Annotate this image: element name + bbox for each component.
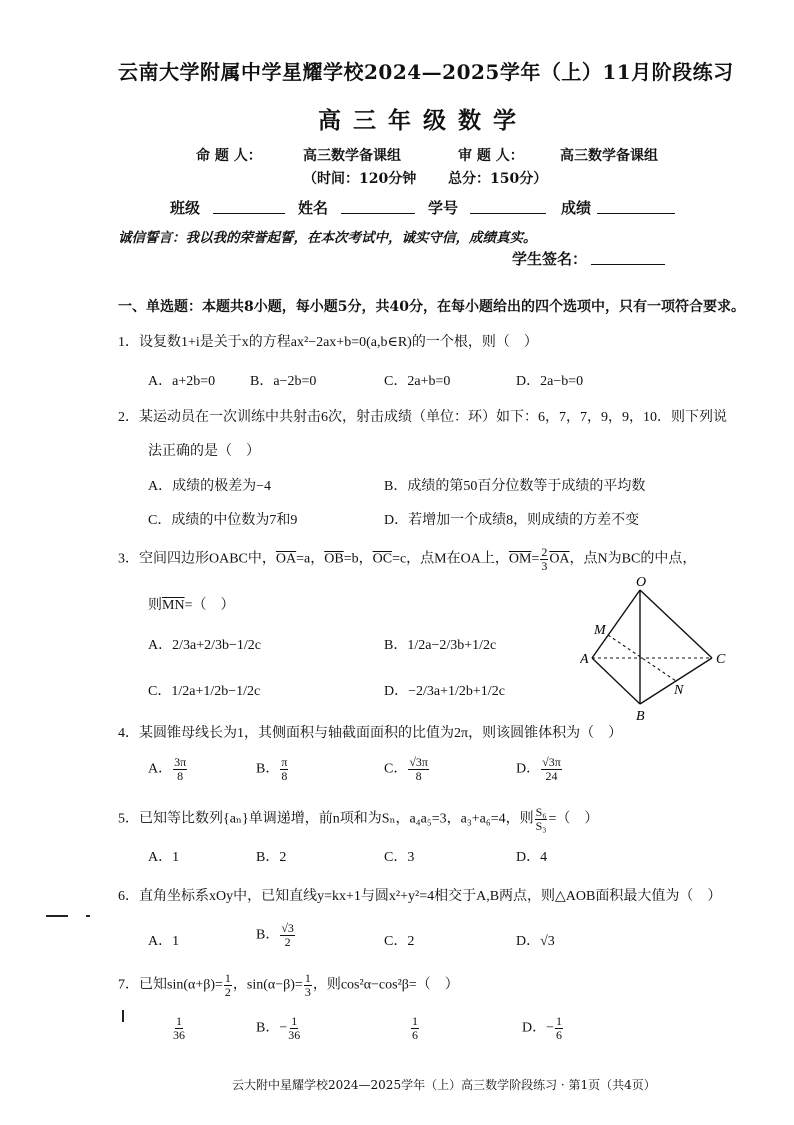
q4-option-b: B． $\frac{\pi}{8}$ bbox=[256, 755, 288, 783]
q5-stem: 5．已知等比数列{aₙ}单调递增，前n项和为Sₙ，a₄a₅=3，a₃+a₆=4，则 $\frac{\text{S₆}}{\text{S₃}}$ =（ ） bbox=[118, 805, 599, 833]
q3-option-b: B．1/2a−2/3b+1/2c bbox=[384, 638, 497, 653]
q7-option-d: D．− $\frac{1}{6}$ bbox=[522, 1014, 563, 1042]
q1-option-b: B．a−2b=0 bbox=[250, 374, 317, 389]
scan-mark bbox=[46, 915, 68, 917]
q3-option-c: C．1/2a+1/2b−1/2c bbox=[148, 684, 261, 699]
student-id-label: 学号 bbox=[428, 199, 459, 217]
q2-option-d: D．若增加一个成绩8，则成绩的方差不变 bbox=[384, 513, 640, 528]
q6-option-c: C．2 bbox=[384, 934, 415, 949]
q1-option-c: C．2a+b=0 bbox=[384, 374, 451, 389]
q2-stem-line1: 2．某运动员在一次训练中共射击6次，射击成绩（单位：环）如下：6，7，7，9，9，10．则下列说 bbox=[118, 410, 727, 425]
q3-eq-b: =b， bbox=[343, 551, 373, 567]
q7-option-c: $\frac{1}{6}$ bbox=[412, 1014, 418, 1042]
reviewer-label: 审 题 人： bbox=[458, 148, 524, 164]
score-info: 总分：150分） bbox=[448, 171, 548, 187]
q5-option-d: D．4 bbox=[516, 850, 548, 865]
q3-stem-start: 3．空间四边形OABC中， bbox=[118, 551, 276, 567]
q7-option-b: B．− $\frac{1}{36}$ bbox=[256, 1014, 301, 1042]
q1-stem: 1．设复数1+i是关于x的方程ax²−2ax+b=0(a,b∈R)的一个根，则（ ） bbox=[118, 335, 538, 350]
q6-option-d: D．√3 bbox=[516, 934, 555, 949]
page-footer: 云大附中星耀学校2024—2025学年（上）高三数学阶段练习 · 第1页（共4页） bbox=[232, 1078, 656, 1092]
honor-pledge: 诚信誓言：我以我的荣誉起誓，在本次考试中，诚实守信，成绩真实。 bbox=[118, 230, 537, 246]
scan-mark bbox=[122, 1010, 124, 1022]
exam-title: 云南大学附属中学星耀学校2024—2025学年（上）11月阶段练习 bbox=[118, 60, 734, 84]
q3-fraction: $\frac{2}{3}$ bbox=[541, 545, 548, 573]
author-value: 高三数学备课组 bbox=[303, 148, 401, 164]
score-label: 成绩 bbox=[561, 199, 592, 217]
q7-option-a: $\frac{1}{36}$ bbox=[173, 1014, 185, 1042]
q2-option-a: A．成绩的极差为−4 bbox=[148, 479, 272, 494]
q4-option-c: C． $\frac{√3\pi}{8}$ bbox=[384, 755, 428, 783]
q3-option-c-expr: 1/2a+1/2b−1/2c bbox=[171, 684, 261, 699]
q3-option-a: A．2/3a+2/3b−1/2c bbox=[148, 638, 262, 653]
q3-eq-c: =c，点M在OA上， bbox=[392, 551, 509, 567]
q3-stem-end: ，点N为BC的中点， bbox=[569, 551, 697, 567]
q2-option-b: B．成绩的第50百分位数等于成绩的平均数 bbox=[384, 479, 646, 494]
label-c: C bbox=[716, 652, 726, 667]
label-o: O bbox=[636, 575, 647, 590]
class-blank[interactable] bbox=[213, 213, 285, 214]
q3-stem bbox=[118, 546, 696, 573]
label-n: N bbox=[674, 683, 684, 698]
q5-option-b: B．2 bbox=[256, 850, 287, 865]
reviewer-value: 高三数学备课组 bbox=[560, 148, 658, 164]
q5-option-a: A．1 bbox=[148, 850, 180, 865]
time-info: （时间：120分钟 bbox=[303, 171, 417, 187]
q3-vector-oc: $\overline{OC}$ bbox=[372, 551, 393, 567]
q3-option-b-expr: 1/2a−2/3b+1/2c bbox=[407, 638, 497, 653]
q2-option-c: C．成绩的中位数为7和9 bbox=[148, 513, 298, 528]
q3-vector-ob: $\overline{OB}$ bbox=[324, 551, 344, 567]
section-heading: 一、单选题：本题共8小题，每小题5分，共40分，在每小题给出的四个选项中，只有一项符合要求。 bbox=[118, 299, 745, 315]
tetrahedron-figure bbox=[580, 574, 730, 724]
q1-option-a: A．a+2b=0 bbox=[148, 374, 216, 389]
name-label: 姓名 bbox=[298, 199, 329, 217]
author-label: 命 题 人： bbox=[196, 148, 262, 164]
q3-eq-m: = bbox=[531, 551, 540, 567]
q4-stem: 4．某圆锥母线长为1，其侧面积与轴截面面积的比值为2π，则该圆锥体积为（ ） bbox=[118, 726, 623, 741]
q1-option-d: D．2a−b=0 bbox=[516, 374, 584, 389]
class-label: 班级 bbox=[170, 199, 201, 217]
q3-eq-a: =a， bbox=[296, 551, 325, 567]
q3-vector-om: $\overline{OM}$ bbox=[508, 551, 532, 567]
q2-stem-line2: 法正确的是（ ） bbox=[148, 444, 260, 459]
q3-option-a-expr: 2/3a+2/3b−1/2c bbox=[172, 638, 262, 653]
label-m: M bbox=[594, 623, 606, 638]
q3-ask: 则$\overline{MN}=$（ ） bbox=[148, 598, 235, 613]
q3-option-d: D．−2/3a+1/2b+1/2c bbox=[384, 684, 505, 699]
signature-label: 学生签名： bbox=[512, 250, 588, 268]
scan-mark bbox=[86, 915, 90, 917]
student-id-blank[interactable] bbox=[470, 213, 546, 214]
q3-vector-mn: $\overline{MN}$ bbox=[162, 598, 185, 613]
q6-option-b: B． $\frac{√3}{2}$ bbox=[256, 921, 294, 949]
q3-vector-oa: $\overline{OA}$ bbox=[275, 551, 297, 567]
q4-option-a: A． $\frac{3\pi}{8}$ bbox=[148, 755, 187, 783]
q4-option-d: D． $\frac{√3\pi}{24}$ bbox=[516, 755, 561, 783]
exam-subtitle: 高三年级数学 bbox=[318, 107, 528, 134]
q7-stem: 7．已知sin(α+β)= $\frac{1}{2}$ ，sin(α−β)= $\frac{1}{3}$ ，则cos²α−cos²β=（ ） bbox=[118, 971, 459, 999]
score-blank[interactable] bbox=[597, 213, 675, 214]
label-b: B bbox=[636, 709, 645, 724]
name-blank[interactable] bbox=[341, 213, 415, 214]
q3-option-d-expr: −2/3a+1/2b+1/2c bbox=[408, 684, 505, 699]
q3-vector-oa-2: $\overline{OA}$ bbox=[549, 551, 570, 567]
q6-option-a: A．1 bbox=[148, 934, 180, 949]
signature-blank[interactable] bbox=[591, 264, 665, 265]
edge-oc bbox=[640, 590, 712, 658]
label-a: A bbox=[580, 652, 589, 667]
q6-stem: 6．直角坐标系xOy中，已知直线y=kx+1与圆x²+y²=4相交于A,B两点，则△AOB面积最大值为（ ） bbox=[118, 889, 722, 904]
edge-ab bbox=[592, 658, 640, 704]
q5-option-c: C．3 bbox=[384, 850, 415, 865]
